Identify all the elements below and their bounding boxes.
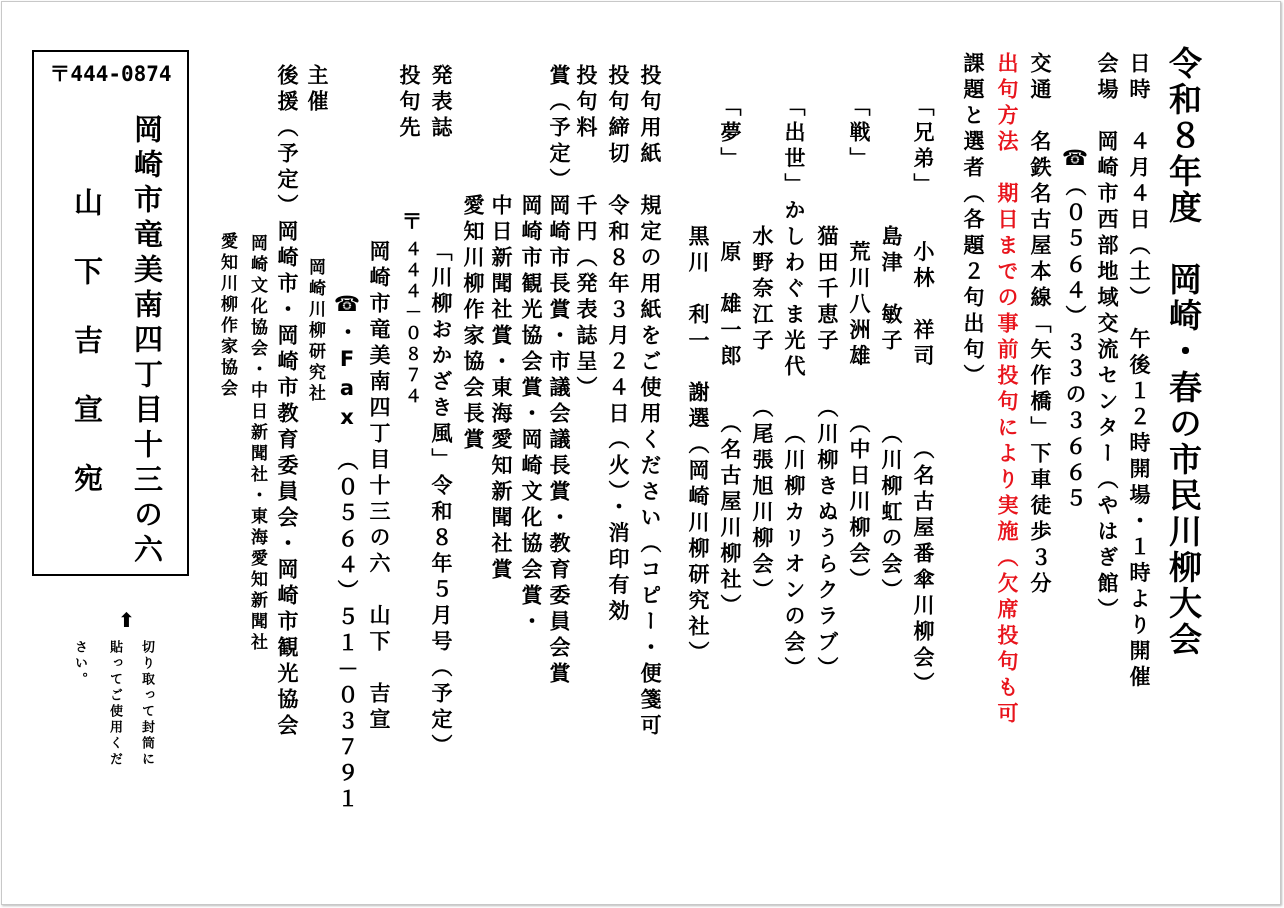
entry-form-line: 投句用紙 規定の用紙をご使用ください（コピー・便箋可 [638, 64, 662, 740]
title: 令和８年度 岡崎・春の市民川柳大会 [1164, 46, 1203, 658]
submission-postal-code: ４４４－０８７４ [401, 240, 421, 408]
submission-phone: ☎・Fax （０５６４）５１－０３７９１ [335, 292, 359, 814]
publication-label: 発表誌 [429, 64, 453, 142]
access-line: 交通 名鉄名古屋本線「矢作橋」下車徒歩３分 [1028, 52, 1052, 598]
arrow-up-icon: ⬆ [118, 608, 135, 632]
topic-line: 水野奈江子 （尾張旭川柳会） [750, 95, 774, 605]
address-text: 岡崎市竜美南四丁目十三の六 [130, 114, 164, 569]
topic-line: 黒川 利一 謝選（岡崎川柳研究社） [686, 95, 710, 667]
publication-text: 「川柳おかざき風」令和８年５月号（予定） [429, 240, 453, 760]
postal-mark: 〒 [399, 210, 423, 236]
date-line: 日時 ４月４日（土） 午後１２時開場・１時より開催 [1127, 52, 1151, 692]
topics-heading: 課題と選者（各題２句出句） [961, 52, 985, 390]
submission-method [996, 52, 1017, 728]
method-label: 出句方法 [995, 52, 1019, 156]
prizes-line: 愛知川柳作家協会長賞 [461, 64, 485, 454]
deadline-line: 投句締切 令和８年３月２４日（火）・消印有効 [606, 64, 630, 626]
address-postal-code: 〒444-0874 [49, 62, 172, 86]
sponsor-line: 岡崎文化協会・中日新聞社・東海愛知新聞社 [247, 234, 267, 654]
method-text: 期日までの事前投句により実施（欠席投句も可 [995, 182, 1019, 728]
venue-phone: ☎（０５６４）３３の３６６５ [1063, 146, 1087, 513]
submission-label: 投句先 [397, 64, 421, 142]
prizes-line: 賞（予定）岡崎市長賞・市議会議長賞・教育委員会賞 [547, 64, 571, 688]
organizer: 岡崎川柳研究社 [305, 258, 325, 405]
cut-note-line: さい。 [72, 640, 87, 688]
topic-line: 「夢」 原 雄一郎 （名古屋川柳社） [718, 95, 742, 620]
prizes-line: 中日新聞社賞・東海愛知新聞社賞 [489, 64, 513, 584]
sponsor-line: 後援（予定）岡崎市・岡崎市教育委員会・岡崎市観光協会 [275, 64, 299, 740]
submission-address: 岡崎市竜美南四丁目十三の六 山下 吉宣 [367, 240, 391, 734]
topic-line: 「戦」 荒川八洲雄 （中日川柳会） [847, 95, 871, 594]
sponsor-line: 愛知川柳作家協会 [217, 232, 237, 400]
recipient-name: 山下吉宣宛 [70, 187, 104, 532]
prizes-line: 岡崎市観光協会賞・岡崎文化協会賞・ [519, 64, 543, 636]
address-label [32, 50, 189, 576]
venue-line: 会場 岡崎市西部地域交流センター（やはぎ館） [1095, 52, 1119, 624]
topic-line: 「兄弟」 小林 祥司 （名古屋番傘川柳会） [911, 95, 935, 698]
fee-line: 投句料 千円（発表誌呈） [574, 64, 598, 402]
organizer-label: 主催 [305, 64, 329, 116]
cut-note-line: 貼ってご使用くだ [107, 640, 122, 768]
topic-line: 「出世」かしわぐま光代 （川柳カリオンの会） [782, 95, 806, 683]
cut-note-line: 切り取って封筒に [139, 640, 154, 768]
topic-line: 島津 敏子 （川柳虹の会） [879, 95, 903, 605]
topic-line: 猫田千恵子 （川柳きぬうらクラブ） [815, 95, 839, 683]
